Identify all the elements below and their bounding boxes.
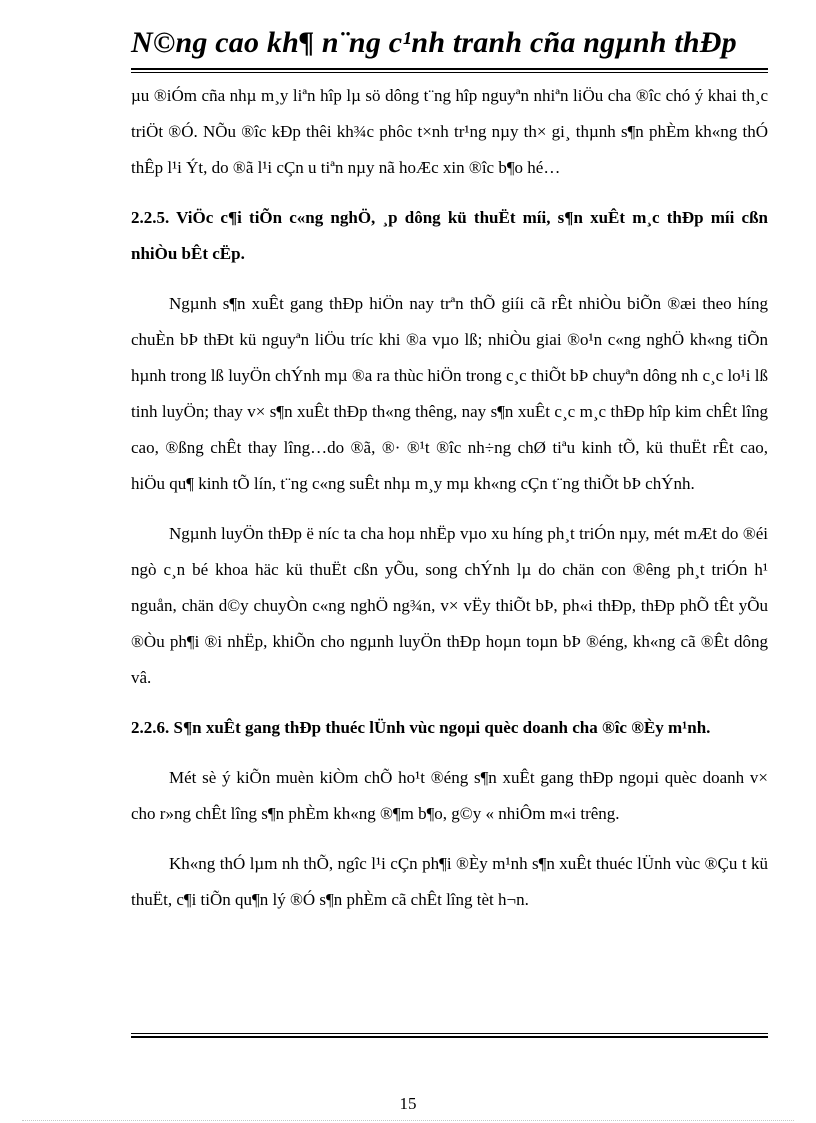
- section-heading-2-2-5: 2.2.5. ViÖc c¶i tiÕn c«ng nghÖ, ¸p dông kü thuËt míi, s¶n xuÊt m¸c thÐp míi cßn nhiÒu bÊt cËp.: [131, 208, 768, 263]
- paragraph: Ngµnh luyÖn thÐp ë níc ta cha hoµ nhËp vµo xu híng ph¸t triÓn nµy, mét mÆt do ®éi ngò c¸n bé khoa häc kü thuËt cßn yÕu, song chÝnh lµ do chän con ®êng ph¸t triÓn h¹ nguån, chän d©y chuyÒn c«ng nghÖ ng¾n, v× vËy thiÕt bÞ, ph«i thÐp, thÐp phÕ tÊt yÕu ®Òu ph¶i ®i nhËp, khiÕn cho ngµnh luyÖn thÐp hoµn toµn bÞ ®éng, kh«ng cã ®Êt dông vâ.: [131, 524, 768, 687]
- header-title: N©ng cao kh¶ n¨ng c¹nh tranh cña ngµnh thÐp: [131, 26, 737, 59]
- header-rule: [131, 68, 768, 73]
- footer-rule: [131, 1033, 768, 1038]
- document-body: [131, 78, 768, 918]
- paragraph: Mét sè ý kiÕn muèn kiÒm chÕ ho¹t ®éng s¶n xuÊt gang thÐp ngoµi quèc doanh v× cho r»ng chÊt lîng s¶n phÈm kh«ng ®¶m b¶o, g©y « nhiÔm m«i trêng.: [131, 768, 768, 823]
- paragraph: Kh«ng thÓ lµm nh thÕ, ngîc l¹i cÇn ph¶i ®Èy m¹nh s¶n xuÊt thuéc lÜnh vùc ®Çu t kü thuËt, c¶i tiÕn qu¶n lý ®Ó s¶n phÈm cã chÊt lîng tèt h¬n.: [131, 854, 768, 909]
- page-edge-divider: [22, 1120, 794, 1121]
- paragraph-continuation: µu ®iÓm cña nhµ m¸y liªn hîp lµ sö dông t¨ng hîp nguyªn nhiªn liÖu cha ®îc chó ý khai th¸c triÖt ®Ó. NÕu ®îc kÐp thêi kh¾c phôc t×nh tr¹ng nµy th× gi¸ thµnh s¶n phÈm kh«ng thÓ thÊp l¹i Ýt, do ®ã l¹i cÇn u tiªn nµy nã hoÆc xin ®îc b¶o hé…: [131, 86, 768, 177]
- page-number: 15: [399, 1094, 417, 1113]
- section-heading-2-2-6: 2.2.6. S¶n xuÊt gang thÐp thuéc lÜnh vùc ngoµi quèc doanh cha ®îc ®Èy m¹nh.: [131, 718, 711, 737]
- paragraph: Ngµnh s¶n xuÊt gang thÐp hiÖn nay trªn thÕ giíi cã rÊt nhiÒu biÕn ®æi theo híng chuÈn bÞ thÐt kü nguyªn liÖu tríc khi ®a vµo lß; nhiÒu giai ®o¹n c«ng nghÖ kh«ng tiÕn hµnh trong lß luyÖn chÝnh mµ ®a ra thùc hiÖn trong c¸c thiÕt bÞ chuyªn dông nh c¸c lo¹i lß tinh luyÖn; thay v× s¶n xuÊt thÐp th«ng thêng, nay s¶n xuÊt c¸c m¸c thÐp hîp kim chÊt lîng cao, ®ßng chÊt thay lîng…do ®ã, ®· ®¹t ®îc nh÷ng chØ tiªu kinh tÕ, kü thuËt rÊt cao, hiÖu qu¶ kinh tÕ lín, t¨ng c«ng suÊt nhµ m¸y mµ kh«ng cÇn t¨ng thiÕt bÞ chÝnh.: [131, 294, 768, 493]
